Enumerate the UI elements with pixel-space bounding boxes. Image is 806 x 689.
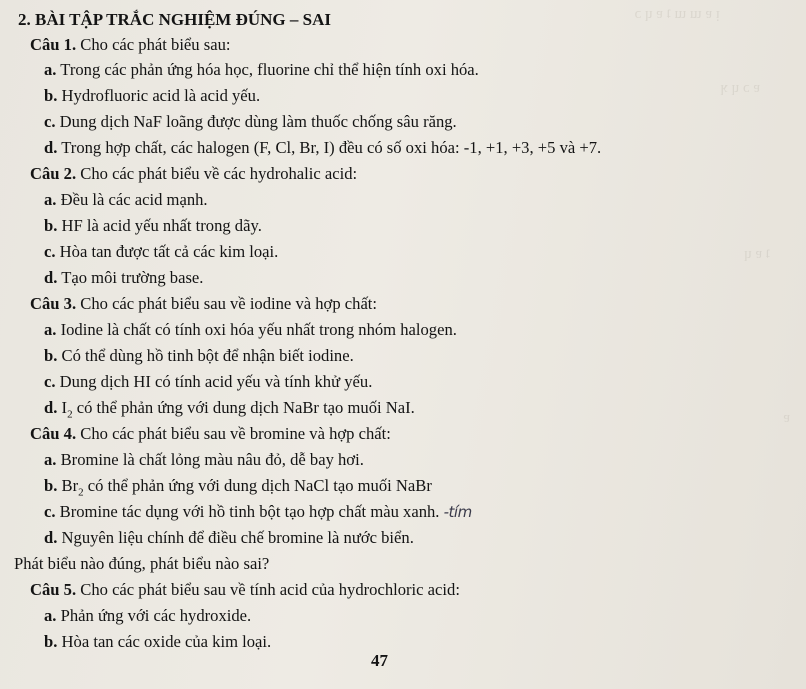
q3-option-c — [44, 372, 372, 392]
q1-option-c — [44, 112, 457, 132]
option-text: HF là acid yếu nhất trong dãy. — [57, 216, 262, 235]
option-letter: a. — [44, 190, 57, 209]
option-letter: a. — [44, 606, 57, 625]
question-3-stem — [30, 294, 377, 314]
q2-option-d — [44, 268, 203, 288]
option-text-pre: I — [57, 398, 68, 417]
option-letter: b. — [44, 632, 58, 651]
option-text: Iodine là chất có tính oxi hóa yếu nhất trong nhóm halogen. — [56, 320, 457, 339]
question-2-stem — [30, 164, 357, 184]
question-number: Câu 1. — [30, 35, 77, 54]
question-text: Cho các phát biểu sau về iodine và hợp chất: — [76, 294, 378, 313]
option-text: Bromine tác dụng với hồ tinh bột tạo hợp chất màu xanh. — [55, 502, 440, 521]
bleed-through-text: ᴉ ɐ ɯ ɯ ʇ ɐ ɥ ɔ — [634, 6, 720, 22]
handwritten-note: -tím — [443, 503, 472, 521]
option-text: Dung dịch NaF loãng được dùng làm thuốc chống sâu răng. — [55, 112, 457, 131]
option-text: Hòa tan được tất cả các kim loại. — [55, 242, 279, 261]
option-text: Phản ứng với các hydroxide. — [56, 606, 252, 625]
q5-option-b — [44, 632, 271, 652]
question-text: Cho các phát biểu sau về tính acid của hydrochloric acid: — [76, 580, 460, 599]
q2-option-a — [44, 190, 208, 210]
option-letter: d. — [44, 138, 58, 157]
option-text-post: có thể phản ứng với dung dịch NaBr tạo muối NaI. — [72, 398, 415, 417]
bleed-through-text: ɐ ɔ ɥ ʞ — [720, 80, 760, 96]
question-1-stem — [30, 35, 230, 55]
q4-option-b — [44, 476, 432, 502]
option-text: Bromine là chất lỏng màu nâu đỏ, dễ bay hơi. — [56, 450, 364, 469]
option-letter: a. — [44, 60, 57, 79]
option-text-post: có thể phản ứng với dung dịch NaCl tạo muối NaBr — [83, 476, 432, 495]
option-letter: c. — [44, 112, 56, 131]
option-letter: b. — [44, 476, 58, 495]
option-text: Hydrofluoric acid là acid yếu. — [57, 86, 261, 105]
question-number: Câu 5. — [30, 580, 77, 599]
q1-option-b — [44, 86, 260, 106]
q2-option-c — [44, 242, 278, 262]
bleed-through-text: ɐ — [783, 410, 790, 426]
option-text: Dung dịch HI có tính acid yếu và tính khử yếu. — [55, 372, 373, 391]
question-number: Câu 3. — [30, 294, 77, 313]
option-letter: c. — [44, 242, 56, 261]
option-letter: d. — [44, 528, 58, 547]
subscript: 2 — [78, 486, 84, 499]
option-text: Hòa tan các oxide của kim loại. — [57, 632, 272, 651]
option-letter: c. — [44, 502, 56, 521]
bleed-through-text: ʇ ɐ ɥ — [744, 246, 770, 262]
question-text: Cho các phát biểu về các hydrohalic acid: — [76, 164, 358, 183]
option-text: Nguyên liệu chính để điều chế bromine là nước biển. — [57, 528, 414, 547]
option-text: Trong hợp chất, các halogen (F, Cl, Br, I) đều có số oxi hóa: -1, +1, +3, +5 và +7. — [57, 138, 602, 157]
question-text: Cho các phát biểu sau về bromine và hợp chất: — [76, 424, 391, 443]
option-text: Tạo môi trường base. — [57, 268, 204, 287]
page-number: 47 — [371, 651, 388, 670]
option-letter: a. — [44, 320, 57, 339]
question-5-stem — [30, 580, 460, 600]
option-letter: b. — [44, 216, 58, 235]
q5-option-a — [44, 606, 251, 626]
q3-option-b — [44, 346, 354, 366]
option-text: Trong các phản ứng hóa học, fluorine chỉ thể hiện tính oxi hóa. — [56, 60, 479, 79]
q3-option-d — [44, 398, 415, 424]
q1-option-a — [44, 60, 479, 80]
q4-option-c — [44, 502, 472, 522]
q4-option-d — [44, 528, 414, 548]
q3-option-a — [44, 320, 457, 340]
section-title: 2. BÀI TẬP TRẮC NGHIỆM ĐÚNG – SAI — [18, 10, 331, 29]
question-number: Câu 4. — [30, 424, 77, 443]
option-letter: c. — [44, 372, 56, 391]
option-letter: b. — [44, 346, 58, 365]
option-text: Đều là các acid mạnh. — [56, 190, 208, 209]
question-4-footer: Phát biểu nào đúng, phát biểu nào sai? — [14, 554, 270, 573]
q1-option-d — [44, 138, 601, 158]
subscript: 2 — [67, 408, 73, 421]
question-4-stem — [30, 424, 391, 444]
question-text: Cho các phát biểu sau: — [76, 35, 231, 54]
option-letter: a. — [44, 450, 57, 469]
option-letter: d. — [44, 398, 58, 417]
option-letter: b. — [44, 86, 58, 105]
question-number: Câu 2. — [30, 164, 77, 183]
option-letter: d. — [44, 268, 58, 287]
q4-option-a — [44, 450, 364, 470]
option-text: Có thể dùng hồ tinh bột để nhận biết iodine. — [57, 346, 354, 365]
option-text-pre: Br — [57, 476, 79, 495]
q2-option-b — [44, 216, 262, 236]
